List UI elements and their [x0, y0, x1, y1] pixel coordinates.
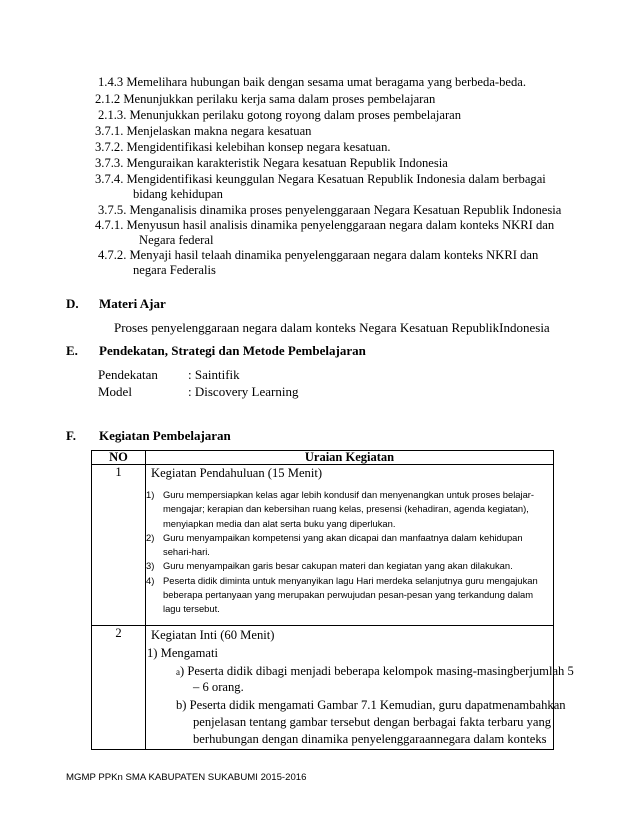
table-header-row [92, 451, 554, 465]
sub-item-b-cont: berhubungan dengan dinamika penyelenggaraannegara dalam konteks [193, 732, 547, 746]
section-d-letter: D. [66, 296, 79, 311]
indicator-item: 3.7.2. Mengidentifikasi kelebihan konsep negara kesatuan. [95, 140, 391, 154]
model-label: Model [98, 384, 132, 399]
section-e-heading [66, 343, 366, 359]
indicator-item: 1.4.3 Memelihara hubungan baik dengan sesama umat beragama yang berbeda-beda. [98, 75, 527, 89]
indicator-item: 3.7.3. Menguraikan karakteristik Negara kesatuan Republik Indonesia [95, 156, 448, 170]
indicator-item: 4.7.1. Menyusun hasil analisis dinamika penyelenggaraan negara dalam konteks NKRI dan [95, 218, 555, 232]
indicator-item: 3.7.1. Menjelaskan makna negara kesatuan [95, 124, 312, 138]
table-row [92, 465, 554, 626]
header-no: NO [92, 451, 146, 465]
indicator-item-continuation: negara Federalis [133, 263, 216, 277]
indicator-item: 2.1.2 Menunjukkan perilaku kerja sama dalam proses pembelajaran [95, 92, 436, 106]
model-value: : Discovery Learning [188, 384, 299, 399]
header-uraian: Uraian Kegiatan [146, 451, 554, 465]
page-footer: MGMP PPKn SMA KABUPATEN SUKABUMI 2015-2016 [66, 772, 307, 783]
row-content [146, 465, 554, 626]
row-content [146, 626, 574, 750]
indicator-item-continuation: bidang kehidupan [133, 187, 223, 201]
section-d-title: Materi Ajar [99, 296, 166, 311]
list-item: 4) Peserta didik diminta untuk menyanyikan lagu Hari merdeka selanjutnya guru mengajukan beberapa pertanyaan yang merupakan perwujudan pesan-pesan yang terkandung dalam lagu tersebut. [146, 574, 538, 615]
activities-table [91, 450, 574, 750]
row-number: 2 [92, 626, 146, 750]
section-f-heading [66, 428, 231, 444]
section-f-title: Kegiatan Pembelajaran [99, 428, 231, 443]
list-item: 1) Guru mempersiapkan kelas agar lebih kondusif dan menyenangkan untuk proses belajar-mengajar; kerapian dan kebersihan ruang kelas, presensi (kehadiran, agenda kegiatan), menyiapkan media dan alat serta buku yang diperlukan. [146, 489, 535, 529]
phase-title: Kegiatan Inti (60 Menit) [151, 628, 275, 642]
indicator-item: 3.7.4. Mengidentifikasi keunggulan Negara Kesatuan Republik Indonesia dalam berbagai [95, 172, 546, 186]
sub-item-a-cont: – 6 orang. [193, 680, 244, 694]
indicator-item: 4.7.2. Menyaji hasil telaah dinamika penyelenggaraan negara dalam konteks NKRI dan [98, 248, 539, 262]
section-d-heading [66, 296, 166, 312]
list-item: 3) Guru menyampaikan garis besar cakupan materi dan kegiatan yang akan dilakukan. [146, 560, 513, 572]
approach-label: Pendekatan [98, 367, 158, 382]
row-number: 1 [92, 465, 146, 626]
step-mengamati: 1) Mengamati [147, 646, 218, 660]
section-e-letter: E. [66, 343, 78, 358]
section-d-content: Proses penyelenggaraan negara dalam konteks Negara Kesatuan RepublikIndonesia [114, 320, 550, 335]
indicator-item-continuation: Negara federal [139, 233, 214, 247]
sub-item-a-marker: a [176, 667, 180, 677]
table-row [92, 626, 554, 750]
indicator-item: 3.7.5. Menganalisis dinamika proses penyelenggaraan Negara Kesatuan Republik Indonesia [98, 203, 562, 217]
phase-title: Kegiatan Pendahuluan (15 Menit) [151, 466, 323, 480]
activity-list [146, 488, 541, 617]
indicator-item: 2.1.3. Menunjukkan perilaku gotong royong dalam proses pembelajaran [98, 108, 462, 122]
section-e-title: Pendekatan, Strategi dan Metode Pembelajaran [99, 343, 366, 358]
sub-item-b: b) Peserta didik mengamati Gambar 7.1 Kemudian, guru dapatmenambahkan [176, 698, 566, 712]
approach-value: : Saintifik [188, 367, 240, 382]
sub-item-b-cont: penjelasan tentang gambar tersebut dengan berbagai fakta terbaru yang [193, 715, 552, 729]
list-item: 2) Guru menyampaikan kompetensi yang akan dicapai dan manfaatnya dalam kehidupan sehari-hari. [146, 531, 523, 558]
section-f-letter: F. [66, 428, 76, 443]
sub-item-a: a) Peserta didik dibagi menjadi beberapa kelompok masing-masingberjumlah 5 [176, 664, 574, 678]
